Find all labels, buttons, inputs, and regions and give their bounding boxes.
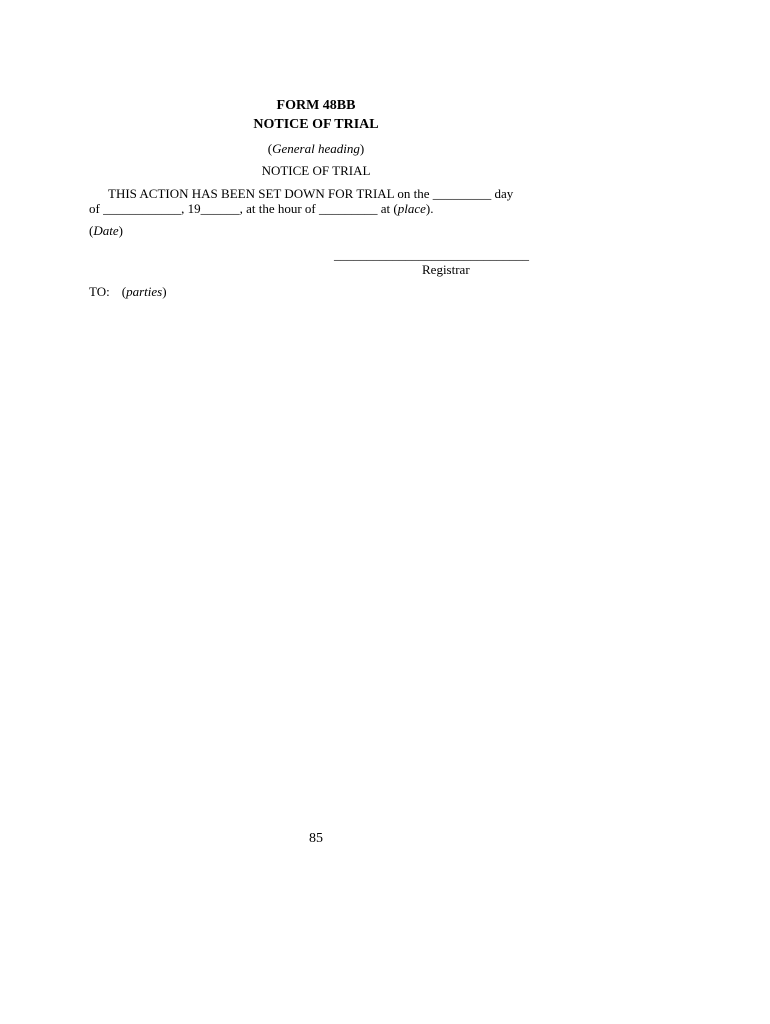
date-open: (: [89, 223, 94, 238]
parties-placeholder: parties: [126, 284, 163, 299]
place-placeholder: place: [397, 201, 426, 216]
general-heading: [0, 141, 632, 157]
general-heading-close: ): [359, 141, 365, 156]
form-number: FORM 48BB: [276, 98, 356, 113]
parties-close: ): [162, 284, 167, 299]
date-placeholder: Date: [93, 223, 119, 238]
registrar-label: Registrar: [422, 262, 470, 277]
date-line: [89, 223, 123, 239]
body-line-2-end: ).: [425, 201, 434, 216]
body-line-1: THIS ACTION HAS BEEN SET DOWN FOR TRIAL on the _________ day: [108, 186, 514, 201]
notice-subtitle: NOTICE OF TRIAL: [261, 163, 371, 178]
to-parties-line: [89, 284, 167, 300]
parties-open: (: [121, 284, 127, 299]
form-title: NOTICE OF TRIAL: [253, 117, 379, 132]
general-heading-open: (: [267, 141, 273, 156]
page-number: 85: [309, 831, 323, 846]
signature-line: ______________________________: [334, 247, 529, 262]
general-heading-text: General heading: [272, 141, 360, 156]
body-line-2: [89, 201, 433, 217]
to-label: TO:: [89, 284, 110, 299]
date-close: ): [118, 223, 123, 238]
body-line-2-main: of ____________, 19______, at the hour of _________ at (: [89, 201, 398, 216]
